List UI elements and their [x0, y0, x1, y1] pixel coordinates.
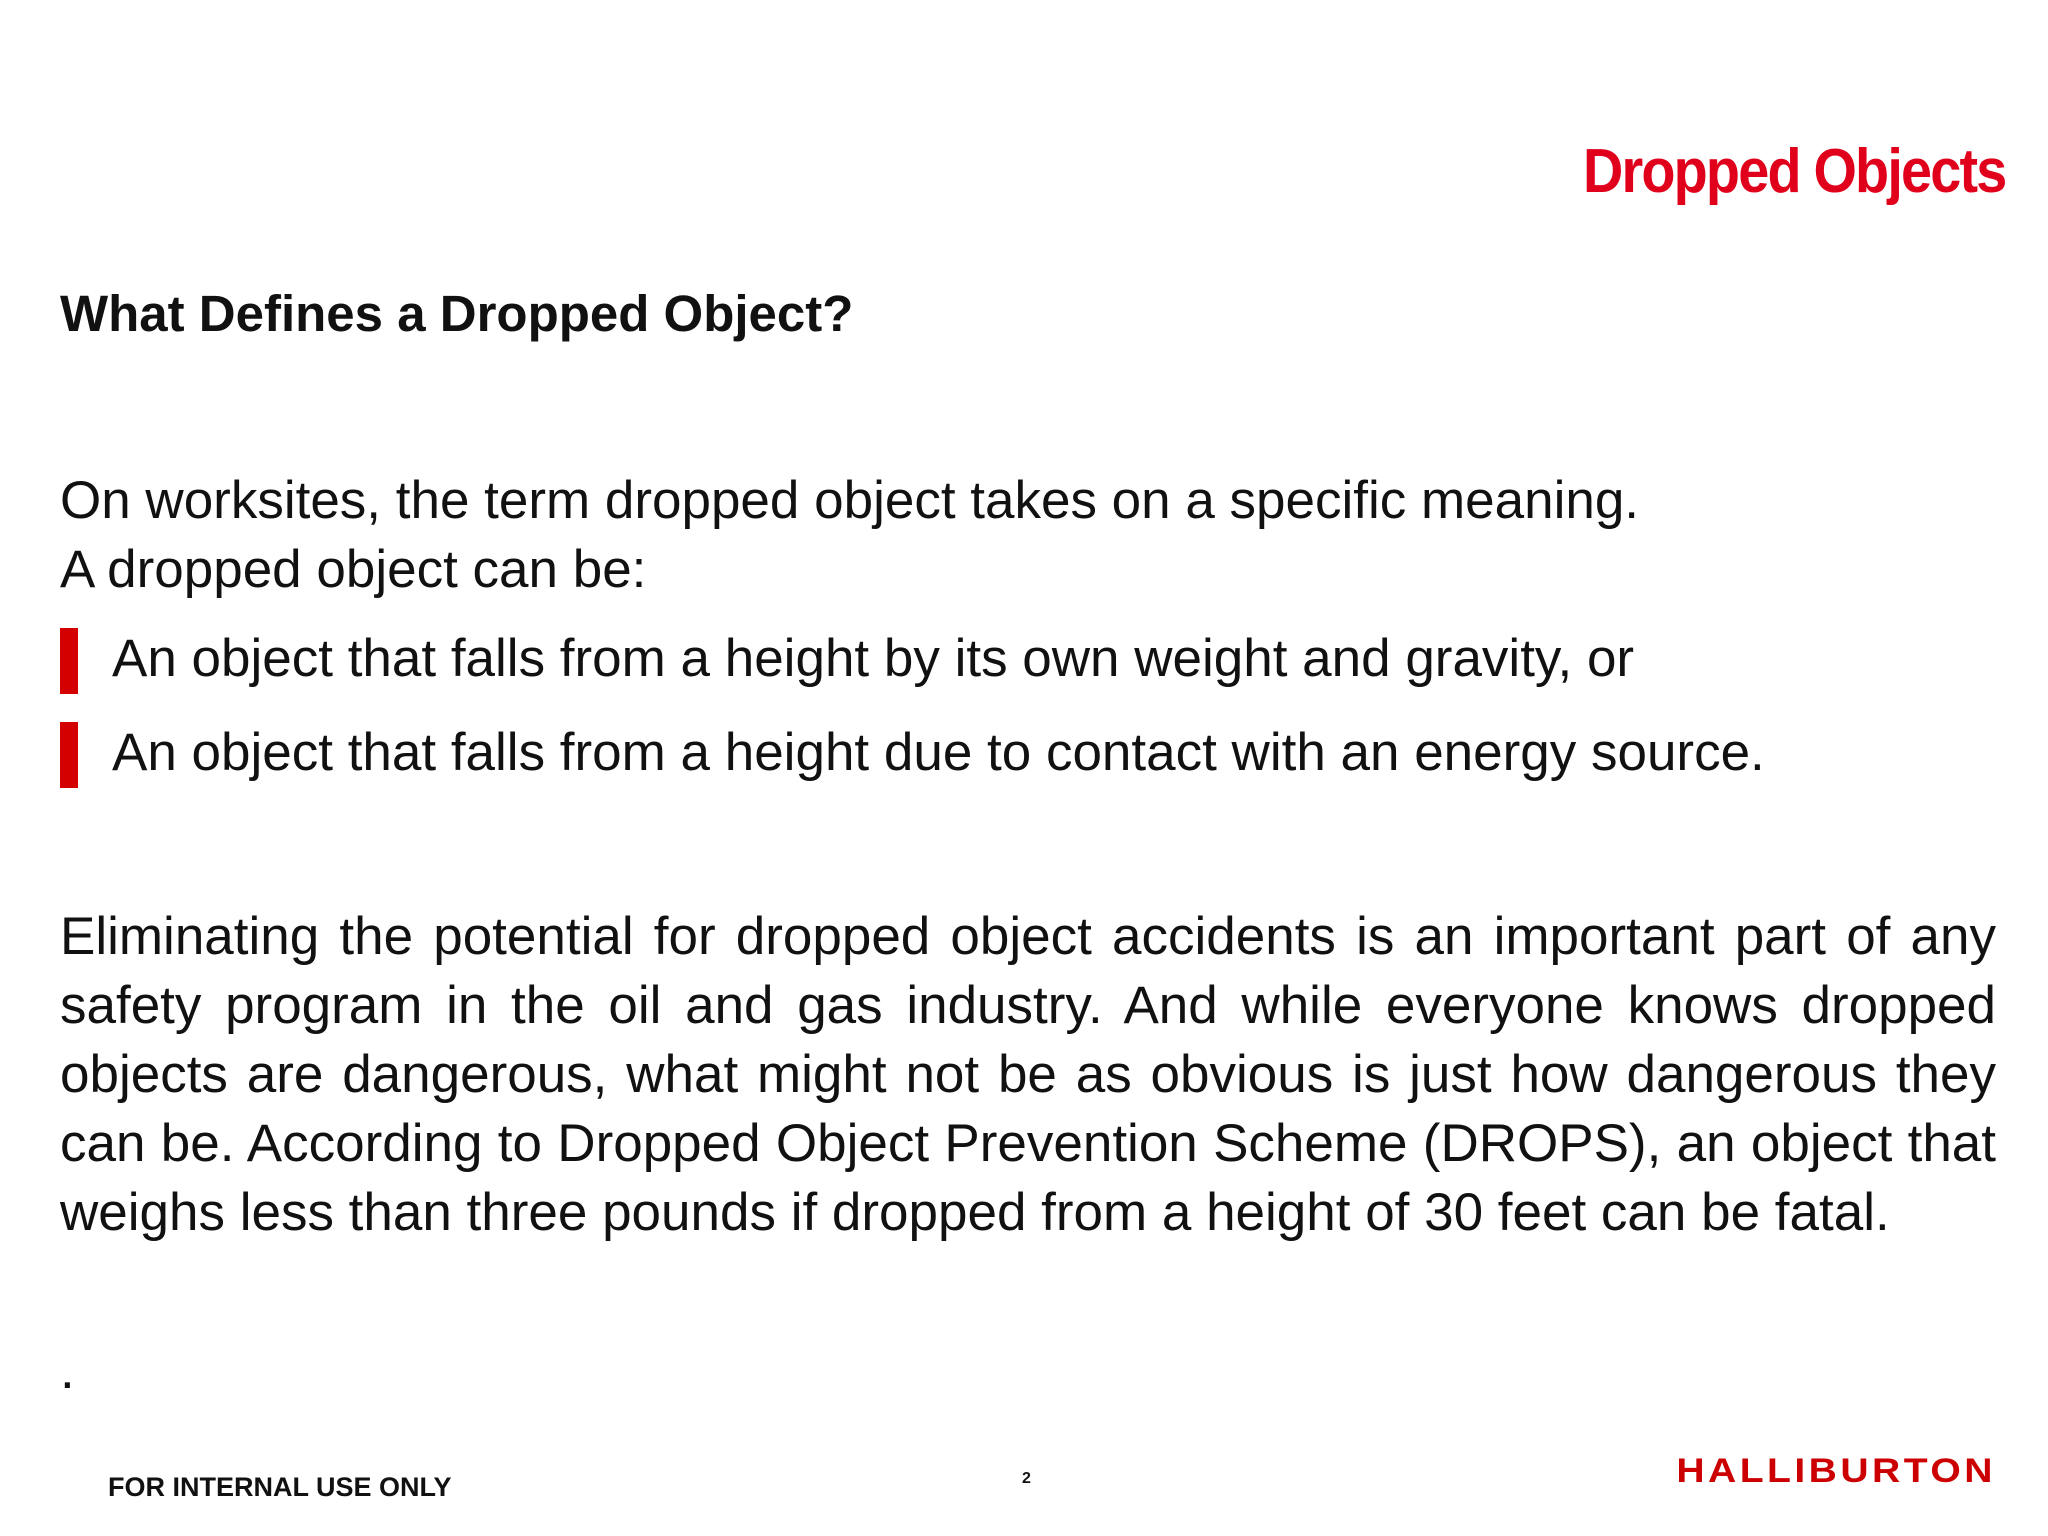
- intro-line: A dropped object can be:: [60, 540, 647, 599]
- bullet-item: [60, 628, 2000, 690]
- intro-line: On worksites, the term dropped object takes on a specific meaning.: [60, 471, 1640, 530]
- trailing-mark: .: [60, 1341, 75, 1400]
- halliburton-logo: HALLIBURTON: [1676, 1452, 1996, 1490]
- body-paragraph: Eliminating the potential for dropped object accidents is an important part of any safety program in the oil and gas industry. And while everyone knows dropped objects are dangerous, what might not be as obvious is just how dangerous they can be. According to Dropped Object Prevention Scheme (DROPS), an object that weighs less than three pounds if dropped from a height of 30 feet can be fatal.: [60, 907, 1996, 1242]
- bullet-marker-icon: [60, 722, 78, 788]
- bullet-text: An object that falls from a height due to contact with an energy source.: [112, 723, 1765, 782]
- intro-text: [60, 466, 2000, 604]
- bullet-list: [60, 628, 2000, 816]
- page-number: 2: [1022, 1470, 1031, 1487]
- classification-label: FOR INTERNAL USE ONLY: [108, 1472, 452, 1502]
- bullet-text: An object that falls from a height by its own weight and gravity, or: [112, 629, 1635, 688]
- bullet-item: [60, 722, 2000, 784]
- section-heading: What Defines a Dropped Object?: [60, 285, 854, 342]
- slide-title: Dropped Objects: [1583, 137, 2006, 206]
- bullet-marker-icon: [60, 628, 78, 694]
